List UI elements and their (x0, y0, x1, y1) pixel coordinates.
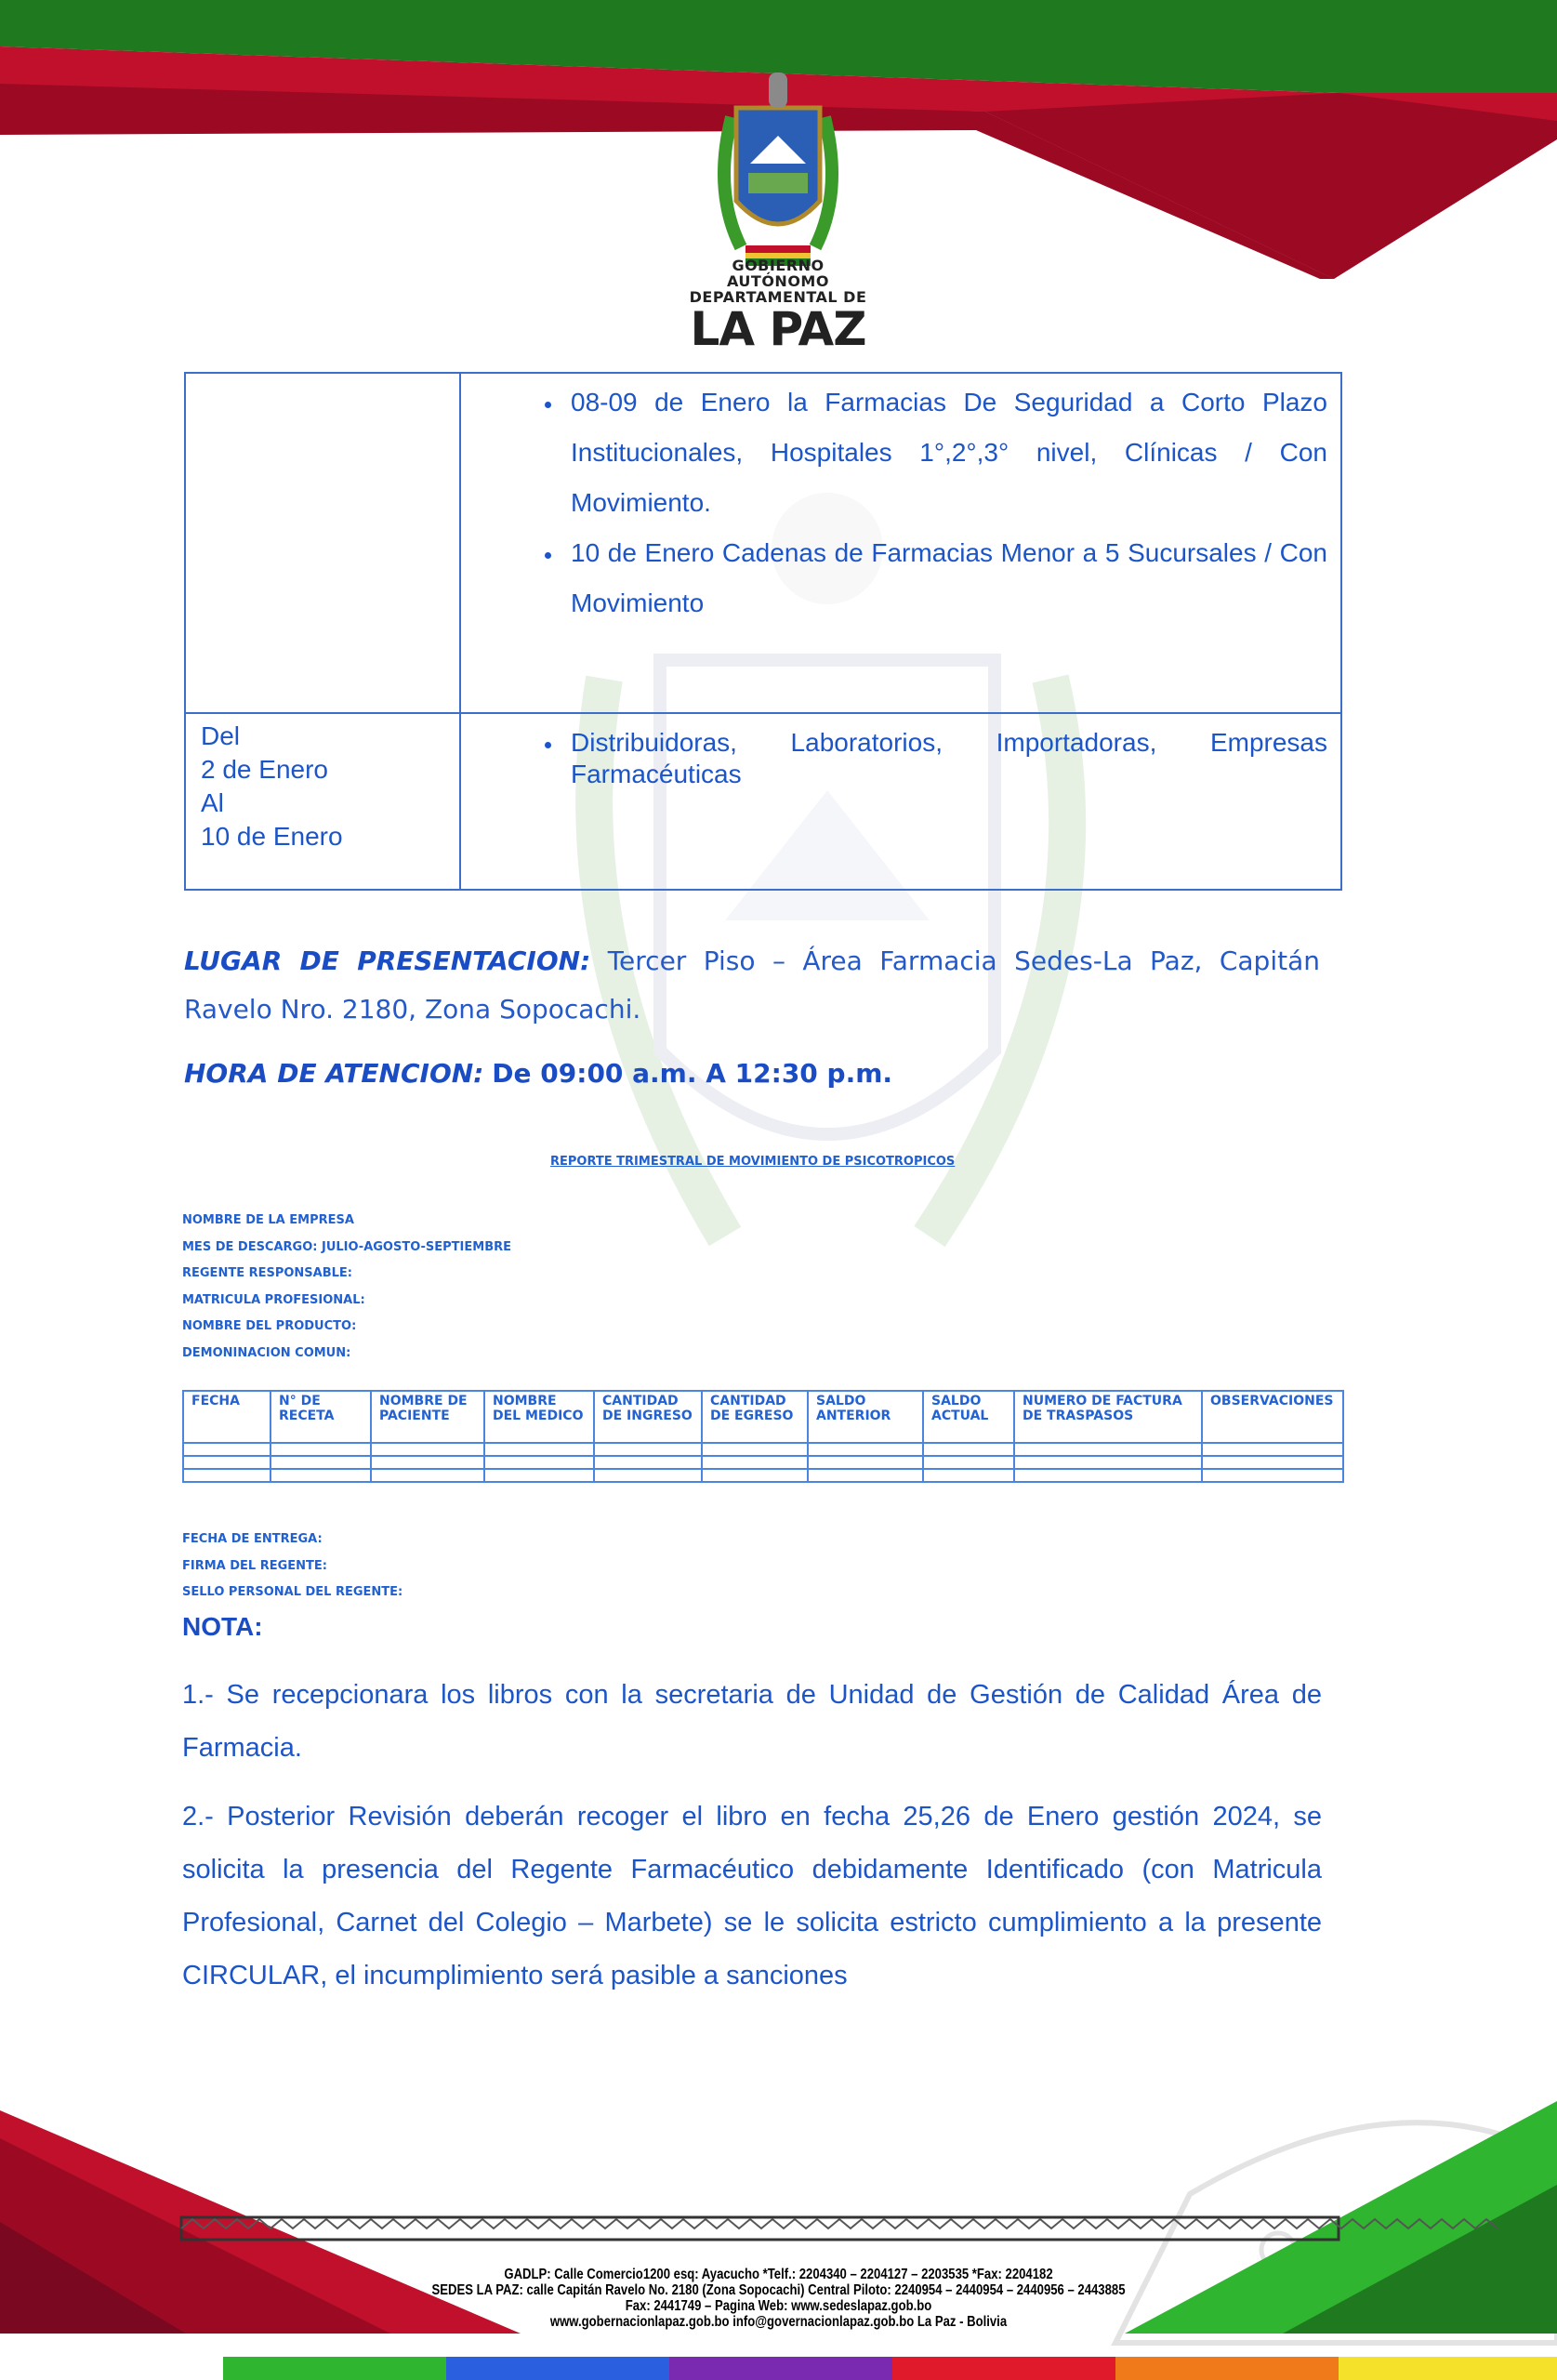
form-field-label: REGENTE RESPONSABLE: (182, 1266, 353, 1281)
schedule-row (185, 373, 1341, 713)
hours-text: De 09:00 a.m. A 12:30 p.m. (492, 1058, 893, 1089)
schedule-item: • 10 de Enero Cadenas de Farmacias Menor a 5 Sucursales / Con Movimiento (563, 528, 1327, 628)
logo-line-1: GOBIERNO AUTÓNOMO (727, 257, 829, 290)
place-label: LUGAR DE PRESENTACION: (184, 945, 591, 976)
schedule-date-cell (185, 713, 460, 890)
footer-line: www.gobernacionlapaz.gob.bo info@governacionlapaz.gob.bo La Paz - Bolivia (549, 2314, 1008, 2330)
attention-hours (184, 1058, 892, 1089)
column-header: NOMBRE DE PACIENTE (371, 1391, 484, 1443)
column-header: SALDO ACTUAL (923, 1391, 1014, 1443)
hours-label: HORA DE ATENCION: (184, 1058, 484, 1089)
schedule-items-cell (460, 713, 1341, 890)
footer-line: Fax: 2441749 – Pagina Web: www.sedeslapaz.gob.bo (625, 2298, 932, 2314)
form-field-label: NOMBRE DE LA EMPRESA (182, 1213, 354, 1227)
schedule-item: • Distribuidoras, Laboratorios, Importadoras, Empresas Farmacéuticas (563, 727, 1327, 790)
form-field-label: MATRICULA PROFESIONAL: (182, 1292, 365, 1307)
form-field-label: MES DE DESCARGO: JULIO-AGOSTO-SEPTIEMBRE (182, 1239, 511, 1254)
column-header: NUMERO DE FACTURA DE TRASPASOS (1014, 1391, 1202, 1443)
column-header: OBSERVACIONES (1202, 1391, 1343, 1443)
table-row (183, 1443, 1343, 1456)
form-field-label: DEMONINACION COMUN: (182, 1345, 351, 1360)
column-header: CANTIDAD DE INGRESO (594, 1391, 702, 1443)
report-title: REPORTE TRIMESTRAL DE MOVIMIENTO DE PSICOTROPICOS (550, 1155, 956, 1169)
column-header: N° DE RECETA (270, 1391, 371, 1443)
note-2-part-a: 2.- Posterior Revisión deberán recoger el libro en fecha 25,26 de Enero gestión 2024, se solicita la presencia del Regente Farmacéutico debidamente Identificado (con Matricula Profesional, Carnet del Colegio – Marbete) (182, 1802, 1322, 1937)
schedule-item: • 08-09 de Enero la Farmacias De Seguridad a Corto Plazo Institucionales, Hospitales 1°,2°,3° nivel, Clínicas / Con Movimiento. (563, 377, 1327, 528)
table-row (183, 1456, 1343, 1469)
footer-line: GADLP: Calle Comercio1200 esq: Ayacucho *Telf.: 2204340 – 2204127 – 2203535 *Fax: 2204182 (504, 2267, 1053, 2282)
schedule-items-cell (460, 373, 1341, 713)
date-line: 2 de Enero (201, 755, 328, 784)
form-field-label: SELLO PERSONAL DEL REGENTE: (182, 1585, 403, 1600)
footer-address (415, 2267, 1142, 2330)
form-field-label: FECHA DE ENTREGA: (182, 1532, 323, 1546)
form-field-label: FIRMA DEL REGENTE: (182, 1558, 327, 1573)
government-logo-text (685, 257, 871, 357)
schedule-date-cell (185, 373, 460, 713)
place-text: Tercer Piso – Área Farmacia Sedes-La Paz, Capitán Ravelo Nro. 2180, Zona Sopocachi. (184, 945, 1320, 1025)
form-field-label: NOMBRE DEL PRODUCTO: (182, 1319, 357, 1334)
note-2-part-b: se le solicita estricto cumplimiento a la presente CIRCULAR, el incumplimiento será pasible a sanciones (182, 1908, 1323, 1990)
logo-line-2: DEPARTAMENTAL DE (689, 287, 867, 306)
date-line: Del (201, 721, 241, 750)
date-line: 10 de Enero (201, 822, 343, 851)
column-header: SALDO ANTERIOR (808, 1391, 923, 1443)
footer-decoration (0, 2082, 1557, 2380)
table-row (183, 1469, 1343, 1482)
column-header: FECHA (183, 1391, 270, 1443)
report-header-row (183, 1391, 1343, 1443)
report-fields-bottom (182, 1527, 402, 1606)
note-1: 1.- Se recepcionara los libros con la secretaria de Unidad de Gestión de Calidad Área de Farmacia. (182, 1680, 1322, 1763)
footer-line: SEDES LA PAZ: calle Capitán Ravelo No. 2180 (Zona Sopocachi) Central Piloto: 2240954 – 2440954 – 2440956 – 2443885 (431, 2282, 1126, 2298)
date-line: Al (201, 788, 224, 817)
report-table (182, 1390, 1344, 1483)
column-header: NOMBRE DEL MEDICO (484, 1391, 594, 1443)
schedule-row (185, 713, 1341, 890)
report-fields-top (182, 1208, 511, 1368)
note-2 (182, 1791, 1322, 2003)
column-header: CANTIDAD DE EGRESO (702, 1391, 808, 1443)
schedule-table (184, 372, 1342, 891)
presentation-place (184, 937, 1320, 1034)
note-heading: NOTA: (182, 1612, 263, 1641)
logo-line-3: LA PAZ (690, 302, 866, 357)
